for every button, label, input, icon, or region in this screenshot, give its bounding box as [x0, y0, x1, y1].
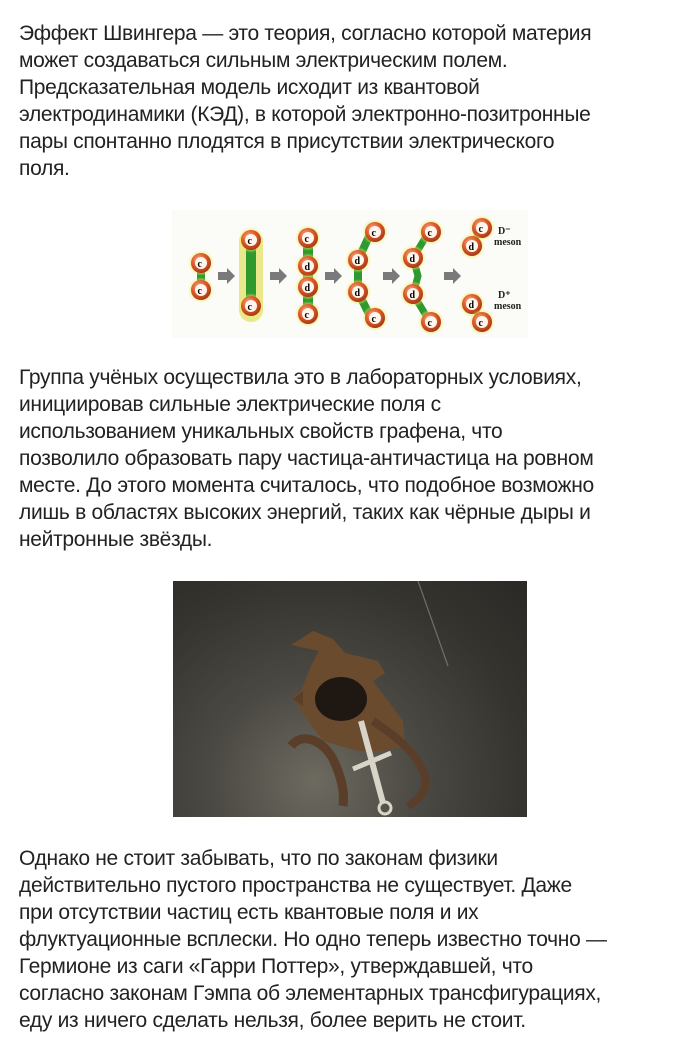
quark-pair-creation-diagram [172, 210, 528, 338]
svg-text:c: c [371, 228, 376, 239]
svg-text:d: d [354, 288, 361, 299]
text-line: месте. До этого момента считалось, что подобное возможно [19, 474, 594, 497]
svg-text:d: d [354, 256, 361, 267]
text-line: позволило образовать пару частица-античастица на ровном [19, 447, 594, 470]
svg-text:d: d [409, 290, 416, 301]
svg-text:c: c [478, 318, 483, 329]
svg-text:d: d [304, 283, 311, 294]
svg-text:D⁺: D⁺ [498, 290, 511, 301]
text-line: действительно пустого пространства не существует. Даже [19, 874, 572, 897]
text-line: Однако не стоит забывать, что по законам физики [19, 847, 498, 870]
paragraph-conclusion [19, 845, 689, 1034]
text-line: флуктуационные всплески. Но одно теперь известно точно — [19, 928, 607, 951]
text-line: лишь в областях высоких энергий, таких как чёрные дыры и [19, 501, 591, 524]
text-line: Эффект Швингера — это теория, согласно которой материя [19, 22, 592, 45]
svg-text:d: d [468, 242, 475, 253]
text-line: пары спонтанно плодятся в присутствии электрического [19, 130, 555, 153]
text-line: Предсказательная модель исходит из квантовой [19, 76, 480, 99]
sorting-hat-photo [173, 581, 527, 817]
photo-svg [173, 581, 527, 817]
svg-text:D⁻: D⁻ [498, 226, 511, 237]
svg-text:d: d [304, 262, 311, 273]
svg-text:c: c [304, 234, 309, 245]
svg-text:meson: meson [494, 301, 522, 312]
text-line: поля. [19, 157, 70, 180]
text-line: электродинамики (КЭД), в которой электронно-позитронные [19, 103, 591, 126]
text-line: еду из ничего сделать нельзя, более верить не стоит. [19, 1009, 526, 1032]
text-line: при отсутствии частиц есть квантовые поля и их [19, 901, 479, 924]
svg-text:c: c [304, 310, 309, 321]
text-line: может создаваться сильным электрическим полем. [19, 49, 508, 72]
text-line: нейтронные звёзды. [19, 528, 213, 551]
svg-text:d: d [409, 254, 416, 265]
svg-text:d: d [468, 300, 475, 311]
text-line: Гермионе из саги «Гарри Поттер», утверждавшей, что [19, 955, 533, 978]
text-line: Группа учёных осуществила это в лабораторных условиях, [19, 366, 582, 389]
paragraph-intro [19, 20, 689, 182]
svg-text:meson: meson [494, 237, 522, 248]
text-line: согласно законам Гэмпа об элементарных трансфигурациях, [19, 982, 602, 1005]
svg-text:c: c [197, 286, 202, 297]
paragraph-experiment [19, 364, 689, 553]
text-line: инициировав сильные электрические поля с [19, 393, 441, 416]
svg-text:c: c [197, 259, 202, 270]
svg-text:c: c [247, 236, 252, 247]
svg-text:c: c [478, 224, 483, 235]
text-line: использованием уникальных свойств графена, что [19, 420, 503, 443]
svg-text:c: c [371, 314, 376, 325]
svg-text:c: c [247, 302, 252, 313]
svg-text:c: c [427, 318, 432, 329]
svg-text:c: c [427, 228, 432, 239]
diagram-svg [172, 210, 528, 338]
